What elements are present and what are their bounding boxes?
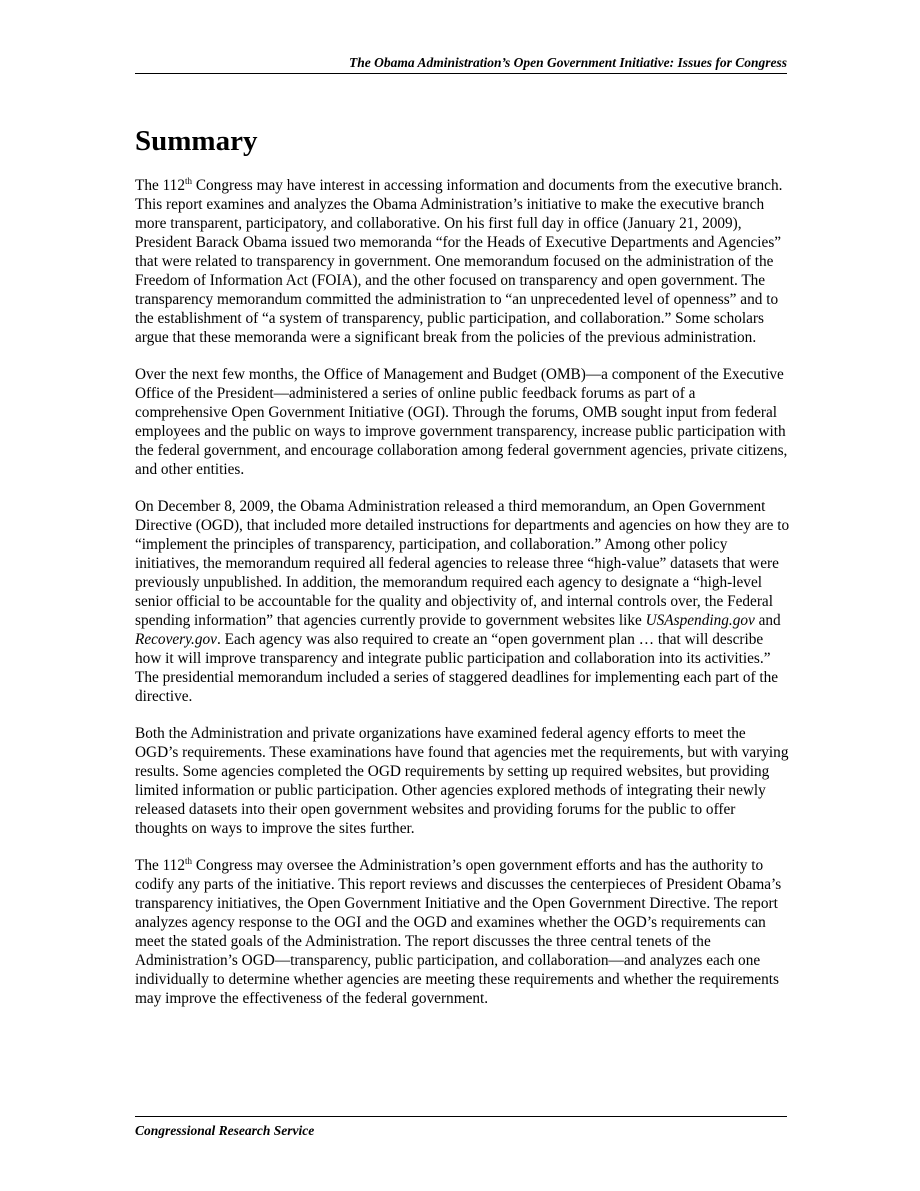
page-footer [135, 1116, 787, 1140]
recovery-website-name: Recovery.gov [135, 631, 217, 648]
paragraph-3 [135, 497, 790, 706]
paragraph-5-text-start: The 112 [135, 857, 185, 874]
paragraph-4: Both the Administration and private organizations have examined federal agency efforts to meet the OGD’s requirements. These examinations have found that agencies met the requirements, but with varying results. Some agencies completed the OGD requirements by setting up required websites, but providing limited information or public participation. Other agencies explored methods of integrating their newly released datasets into their open government websites and providing forums for the public to offer thoughts on ways to improve the sites further. [135, 725, 789, 837]
summary-body [135, 176, 790, 1026]
paragraph-3-text-start: On December 8, 2009, the Obama Administration released a third memorandum, an Open Government Directive (OGD), that included more detailed instructions for departments and agencies on how they are to “implement the principles of transparency, participation, and collaboration.” Among other policy initiatives, the memorandum required all federal agencies to release three “high-value” datasets that were previously unpublished. In addition, the memorandum required each agency to designate a “high-level senior official to be accountable for the quality and objectivity of, and internal controls over, the Federal spending information” that agencies currently provide to government websites like [135, 498, 790, 629]
paragraph-1-text-rest: Congress may have interest in accessing information and documents from the executive branch. This report examines and analyzes the Obama Administration’s initiative to make the executive branch more transparent, participatory, and collaborative. On his first full day in office (January 21, 2009), President Barack Obama issued two memoranda “for the Heads of Executive Departments and Agencies” that were related to transparency in government. One memorandum focused on the administration of the Freedom of Information Act (FOIA), and the other focused on transparency and open government. The transparency memorandum committed the administration to “an unprecedented level of openness” and to the establishment of “a system of transparency, public participation, and collaboration.” Some scholars argue that these memoranda were a significant break from the policies of the previous administration. [135, 177, 783, 346]
usaspending-website-name: USAspending.gov [645, 612, 755, 629]
running-header [135, 54, 787, 74]
paragraph-5 [135, 856, 790, 1008]
paragraph-1-text-start: The 112 [135, 177, 185, 194]
ordinal-superscript: th [184, 176, 192, 186]
ordinal-superscript: th [184, 856, 192, 866]
paragraph-3-text-mid: and [754, 612, 781, 629]
paragraph-2: Over the next few months, the Office of Management and Budget (OMB)—a component of the Executive Office of the President—administered a series of online public feedback forums as part of a comprehensive Open Government Initiative (OGI). Through the forums, OMB sought input from federal employees and the public on ways to improve government transparency, increase public participation with the federal government, and encourage collaboration among federal government agencies, private citizens, and other entities. [135, 366, 788, 478]
section-title: Summary [135, 125, 258, 157]
paragraph-1 [135, 176, 790, 347]
footer-source: Congressional Research Service [135, 1123, 315, 1138]
running-header-title: The Obama Administration’s Open Government Initiative: Issues for Congress [348, 55, 787, 70]
paragraph-3-text-rest: . Each agency was also required to create an “open government plan … that will describe how it will improve transparency and integrate public participation and collaboration into its activities.” The presidential memorandum included a series of staggered deadlines for implementing each part of the directive. [135, 631, 779, 705]
paragraph-5-text-rest: Congress may oversee the Administration’s open government efforts and has the authority to codify any parts of the initiative. This report reviews and discusses the centerpieces of President Obama’s transparency initiatives, the Open Government Initiative and the Open Government Directive. The report analyzes agency response to the OGI and the OGD and examines whether the OGD’s requirements can meet the stated goals of the Administration. The report discusses the three central tenets of the Administration’s OGD—transparency, public participation, and collaboration—and analyzes each one individually to determine whether agencies are meeting these requirements and whether the requirements may improve the effectiveness of the federal government. [135, 857, 782, 1007]
